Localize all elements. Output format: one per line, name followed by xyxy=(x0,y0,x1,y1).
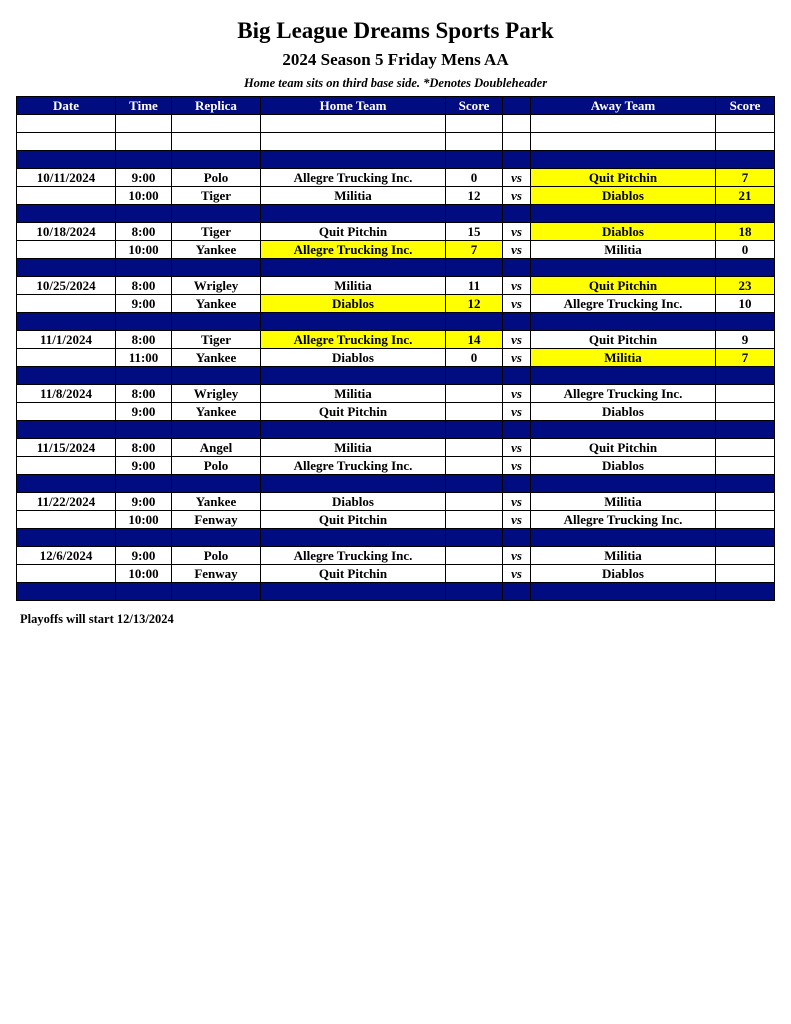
away-team: Diablos xyxy=(531,457,716,475)
col-time: Time xyxy=(116,97,172,115)
away-score: 10 xyxy=(716,295,775,313)
away-score xyxy=(716,475,775,493)
field-replica xyxy=(172,115,261,133)
field-replica: Tiger xyxy=(172,187,261,205)
vs-label: vs xyxy=(503,511,531,529)
col-home-team: Home Team xyxy=(261,97,446,115)
game-date xyxy=(17,313,116,331)
home-score: 7 xyxy=(446,241,503,259)
away-team: Diablos xyxy=(531,565,716,583)
vs-label xyxy=(503,475,531,493)
away-score xyxy=(716,439,775,457)
home-team: Allegre Trucking Inc. xyxy=(261,457,446,475)
game-date xyxy=(17,133,116,151)
vs-label: vs xyxy=(503,547,531,565)
table-row xyxy=(17,511,775,529)
col-vs xyxy=(503,97,531,115)
game-time: 8:00 xyxy=(116,439,172,457)
game-time: 11:00 xyxy=(116,349,172,367)
away-team: Diablos xyxy=(531,223,716,241)
away-score xyxy=(716,115,775,133)
away-score: 7 xyxy=(716,169,775,187)
game-time xyxy=(116,115,172,133)
game-time xyxy=(116,205,172,223)
field-replica xyxy=(172,529,261,547)
game-date xyxy=(17,259,116,277)
away-team: Quit Pitchin xyxy=(531,277,716,295)
home-score xyxy=(446,583,503,601)
table-row xyxy=(17,565,775,583)
home-score xyxy=(446,475,503,493)
blank-row xyxy=(17,115,775,133)
away-score: 23 xyxy=(716,277,775,295)
home-score: 14 xyxy=(446,331,503,349)
away-score xyxy=(716,565,775,583)
away-team xyxy=(531,259,716,277)
game-date xyxy=(17,205,116,223)
home-team: Militia xyxy=(261,187,446,205)
game-time: 9:00 xyxy=(116,169,172,187)
col-away-team: Away Team xyxy=(531,97,716,115)
away-team: Militia xyxy=(531,547,716,565)
home-score xyxy=(446,493,503,511)
vs-label xyxy=(503,133,531,151)
home-team xyxy=(261,133,446,151)
home-score: 0 xyxy=(446,169,503,187)
game-date xyxy=(17,583,116,601)
game-date: 11/8/2024 xyxy=(17,385,116,403)
field-replica: Angel xyxy=(172,439,261,457)
game-date xyxy=(17,457,116,475)
home-team: Quit Pitchin xyxy=(261,511,446,529)
vs-label xyxy=(503,421,531,439)
home-team xyxy=(261,313,446,331)
vs-label: vs xyxy=(503,403,531,421)
home-score: 12 xyxy=(446,187,503,205)
game-time: 8:00 xyxy=(116,331,172,349)
field-replica xyxy=(172,205,261,223)
away-team xyxy=(531,115,716,133)
field-replica: Polo xyxy=(172,457,261,475)
home-team xyxy=(261,529,446,547)
game-date xyxy=(17,403,116,421)
home-score xyxy=(446,313,503,331)
week-separator-row xyxy=(17,367,775,385)
week-separator-row xyxy=(17,475,775,493)
game-time: 8:00 xyxy=(116,277,172,295)
home-score xyxy=(446,457,503,475)
game-time: 10:00 xyxy=(116,511,172,529)
vs-label: vs xyxy=(503,493,531,511)
away-team: Allegre Trucking Inc. xyxy=(531,385,716,403)
table-row xyxy=(17,223,775,241)
vs-label xyxy=(503,529,531,547)
field-replica xyxy=(172,151,261,169)
vs-label: vs xyxy=(503,295,531,313)
field-replica xyxy=(172,583,261,601)
away-score xyxy=(716,133,775,151)
vs-label: vs xyxy=(503,439,531,457)
game-time xyxy=(116,313,172,331)
home-team xyxy=(261,421,446,439)
field-replica: Yankee xyxy=(172,403,261,421)
home-score xyxy=(446,421,503,439)
field-replica: Tiger xyxy=(172,331,261,349)
away-team: Militia xyxy=(531,241,716,259)
vs-label xyxy=(503,205,531,223)
away-score: 9 xyxy=(716,331,775,349)
away-team xyxy=(531,583,716,601)
game-time xyxy=(116,529,172,547)
home-team xyxy=(261,367,446,385)
blank-row xyxy=(17,133,775,151)
away-score xyxy=(716,457,775,475)
game-date xyxy=(17,367,116,385)
away-score xyxy=(716,403,775,421)
home-team xyxy=(261,115,446,133)
away-team xyxy=(531,205,716,223)
home-team: Militia xyxy=(261,439,446,457)
game-time xyxy=(116,475,172,493)
home-score xyxy=(446,133,503,151)
game-time: 8:00 xyxy=(116,223,172,241)
away-score: 21 xyxy=(716,187,775,205)
game-time xyxy=(116,421,172,439)
game-date: 10/11/2024 xyxy=(17,169,116,187)
away-score xyxy=(716,529,775,547)
game-date: 11/15/2024 xyxy=(17,439,116,457)
away-team xyxy=(531,151,716,169)
field-replica: Polo xyxy=(172,169,261,187)
home-team: Allegre Trucking Inc. xyxy=(261,331,446,349)
away-score xyxy=(716,511,775,529)
home-score: 0 xyxy=(446,349,503,367)
away-team: Quit Pitchin xyxy=(531,169,716,187)
vs-label xyxy=(503,259,531,277)
schedule-table xyxy=(16,96,775,601)
field-replica xyxy=(172,313,261,331)
vs-label: vs xyxy=(503,385,531,403)
vs-label: vs xyxy=(503,169,531,187)
field-replica: Wrigley xyxy=(172,277,261,295)
game-time xyxy=(116,151,172,169)
col-date: Date xyxy=(17,97,116,115)
game-date xyxy=(17,349,116,367)
week-separator-row xyxy=(17,583,775,601)
page-title: Big League Dreams Sports Park xyxy=(237,18,554,43)
game-date: 10/25/2024 xyxy=(17,277,116,295)
game-time: 10:00 xyxy=(116,565,172,583)
table-row xyxy=(17,331,775,349)
away-team: Quit Pitchin xyxy=(531,439,716,457)
game-date xyxy=(17,187,116,205)
home-score: 15 xyxy=(446,223,503,241)
game-date xyxy=(17,565,116,583)
game-time: 9:00 xyxy=(116,493,172,511)
table-row xyxy=(17,187,775,205)
game-date xyxy=(17,295,116,313)
col-replica: Replica xyxy=(172,97,261,115)
field-replica: Yankee xyxy=(172,349,261,367)
game-date xyxy=(17,421,116,439)
home-score xyxy=(446,439,503,457)
game-time: 9:00 xyxy=(116,295,172,313)
game-date: 10/18/2024 xyxy=(17,223,116,241)
week-separator-row xyxy=(17,151,775,169)
table-row xyxy=(17,457,775,475)
game-date: 11/22/2024 xyxy=(17,493,116,511)
week-separator-row xyxy=(17,421,775,439)
home-score xyxy=(446,511,503,529)
field-replica: Wrigley xyxy=(172,385,261,403)
away-score xyxy=(716,547,775,565)
field-replica: Fenway xyxy=(172,511,261,529)
home-team: Quit Pitchin xyxy=(261,565,446,583)
home-team: Allegre Trucking Inc. xyxy=(261,169,446,187)
away-team: Quit Pitchin xyxy=(531,331,716,349)
away-team xyxy=(531,133,716,151)
table-row xyxy=(17,241,775,259)
vs-label: vs xyxy=(503,349,531,367)
game-time xyxy=(116,133,172,151)
field-replica: Yankee xyxy=(172,295,261,313)
vs-label: vs xyxy=(503,277,531,295)
away-score xyxy=(716,493,775,511)
home-team xyxy=(261,259,446,277)
home-score xyxy=(446,565,503,583)
away-score xyxy=(716,583,775,601)
away-team xyxy=(531,475,716,493)
table-row xyxy=(17,493,775,511)
table-row xyxy=(17,295,775,313)
game-time: 10:00 xyxy=(116,187,172,205)
home-team xyxy=(261,151,446,169)
away-score xyxy=(716,367,775,385)
table-row xyxy=(17,403,775,421)
game-date xyxy=(17,115,116,133)
table-row xyxy=(17,277,775,295)
table-row xyxy=(17,547,775,565)
away-score xyxy=(716,151,775,169)
vs-label xyxy=(503,367,531,385)
away-team: Militia xyxy=(531,493,716,511)
home-score xyxy=(446,547,503,565)
away-score xyxy=(716,421,775,439)
game-time: 9:00 xyxy=(116,547,172,565)
home-score xyxy=(446,151,503,169)
vs-label: vs xyxy=(503,241,531,259)
home-team: Diablos xyxy=(261,493,446,511)
home-team xyxy=(261,205,446,223)
playoffs-note: Playoffs will start 12/13/2024 xyxy=(20,612,174,626)
col-away-score: Score xyxy=(716,97,775,115)
away-team: Militia xyxy=(531,349,716,367)
vs-label: vs xyxy=(503,565,531,583)
home-team: Diablos xyxy=(261,295,446,313)
field-replica: Tiger xyxy=(172,223,261,241)
home-score xyxy=(446,205,503,223)
game-date xyxy=(17,475,116,493)
game-time: 9:00 xyxy=(116,457,172,475)
table-row xyxy=(17,349,775,367)
vs-label: vs xyxy=(503,223,531,241)
home-team: Quit Pitchin xyxy=(261,223,446,241)
away-team xyxy=(531,421,716,439)
home-score xyxy=(446,115,503,133)
field-replica: Polo xyxy=(172,547,261,565)
game-time xyxy=(116,367,172,385)
week-separator-row xyxy=(17,529,775,547)
home-team: Allegre Trucking Inc. xyxy=(261,547,446,565)
field-replica: Yankee xyxy=(172,493,261,511)
game-time: 8:00 xyxy=(116,385,172,403)
home-team: Militia xyxy=(261,385,446,403)
game-date: 12/6/2024 xyxy=(17,547,116,565)
game-date xyxy=(17,511,116,529)
header-row xyxy=(17,97,775,115)
home-team: Quit Pitchin xyxy=(261,403,446,421)
field-replica xyxy=(172,133,261,151)
away-team: Allegre Trucking Inc. xyxy=(531,511,716,529)
week-separator-row xyxy=(17,205,775,223)
away-score xyxy=(716,205,775,223)
away-score: 7 xyxy=(716,349,775,367)
game-time xyxy=(116,259,172,277)
game-time: 10:00 xyxy=(116,241,172,259)
vs-label xyxy=(503,583,531,601)
field-replica xyxy=(172,421,261,439)
table-row xyxy=(17,169,775,187)
home-score: 11 xyxy=(446,277,503,295)
game-time: 9:00 xyxy=(116,403,172,421)
home-score xyxy=(446,529,503,547)
home-score xyxy=(446,385,503,403)
away-score: 0 xyxy=(716,241,775,259)
table-row xyxy=(17,439,775,457)
schedule-note: Home team sits on third base side. *Denotes Doubleheader xyxy=(243,76,548,90)
away-team: Allegre Trucking Inc. xyxy=(531,295,716,313)
home-score xyxy=(446,259,503,277)
week-separator-row xyxy=(17,313,775,331)
game-date: 11/1/2024 xyxy=(17,331,116,349)
vs-label: vs xyxy=(503,187,531,205)
home-team xyxy=(261,583,446,601)
field-replica xyxy=(172,259,261,277)
home-team xyxy=(261,475,446,493)
away-score: 18 xyxy=(716,223,775,241)
away-score xyxy=(716,259,775,277)
vs-label: vs xyxy=(503,331,531,349)
home-team: Diablos xyxy=(261,349,446,367)
away-team xyxy=(531,367,716,385)
away-score xyxy=(716,385,775,403)
vs-label xyxy=(503,313,531,331)
away-team: Diablos xyxy=(531,187,716,205)
vs-label xyxy=(503,115,531,133)
season-subtitle: 2024 Season 5 Friday Mens AA xyxy=(282,50,509,69)
field-replica: Fenway xyxy=(172,565,261,583)
away-team xyxy=(531,313,716,331)
home-score xyxy=(446,367,503,385)
table-row xyxy=(17,385,775,403)
away-team xyxy=(531,529,716,547)
field-replica xyxy=(172,475,261,493)
home-team: Militia xyxy=(261,277,446,295)
week-separator-row xyxy=(17,259,775,277)
vs-label xyxy=(503,151,531,169)
home-score xyxy=(446,403,503,421)
game-date xyxy=(17,151,116,169)
vs-label: vs xyxy=(503,457,531,475)
field-replica xyxy=(172,367,261,385)
game-date xyxy=(17,241,116,259)
home-team: Allegre Trucking Inc. xyxy=(261,241,446,259)
game-date xyxy=(17,529,116,547)
col-home-score: Score xyxy=(446,97,503,115)
field-replica: Yankee xyxy=(172,241,261,259)
home-score: 12 xyxy=(446,295,503,313)
away-score xyxy=(716,313,775,331)
away-team: Diablos xyxy=(531,403,716,421)
game-time xyxy=(116,583,172,601)
